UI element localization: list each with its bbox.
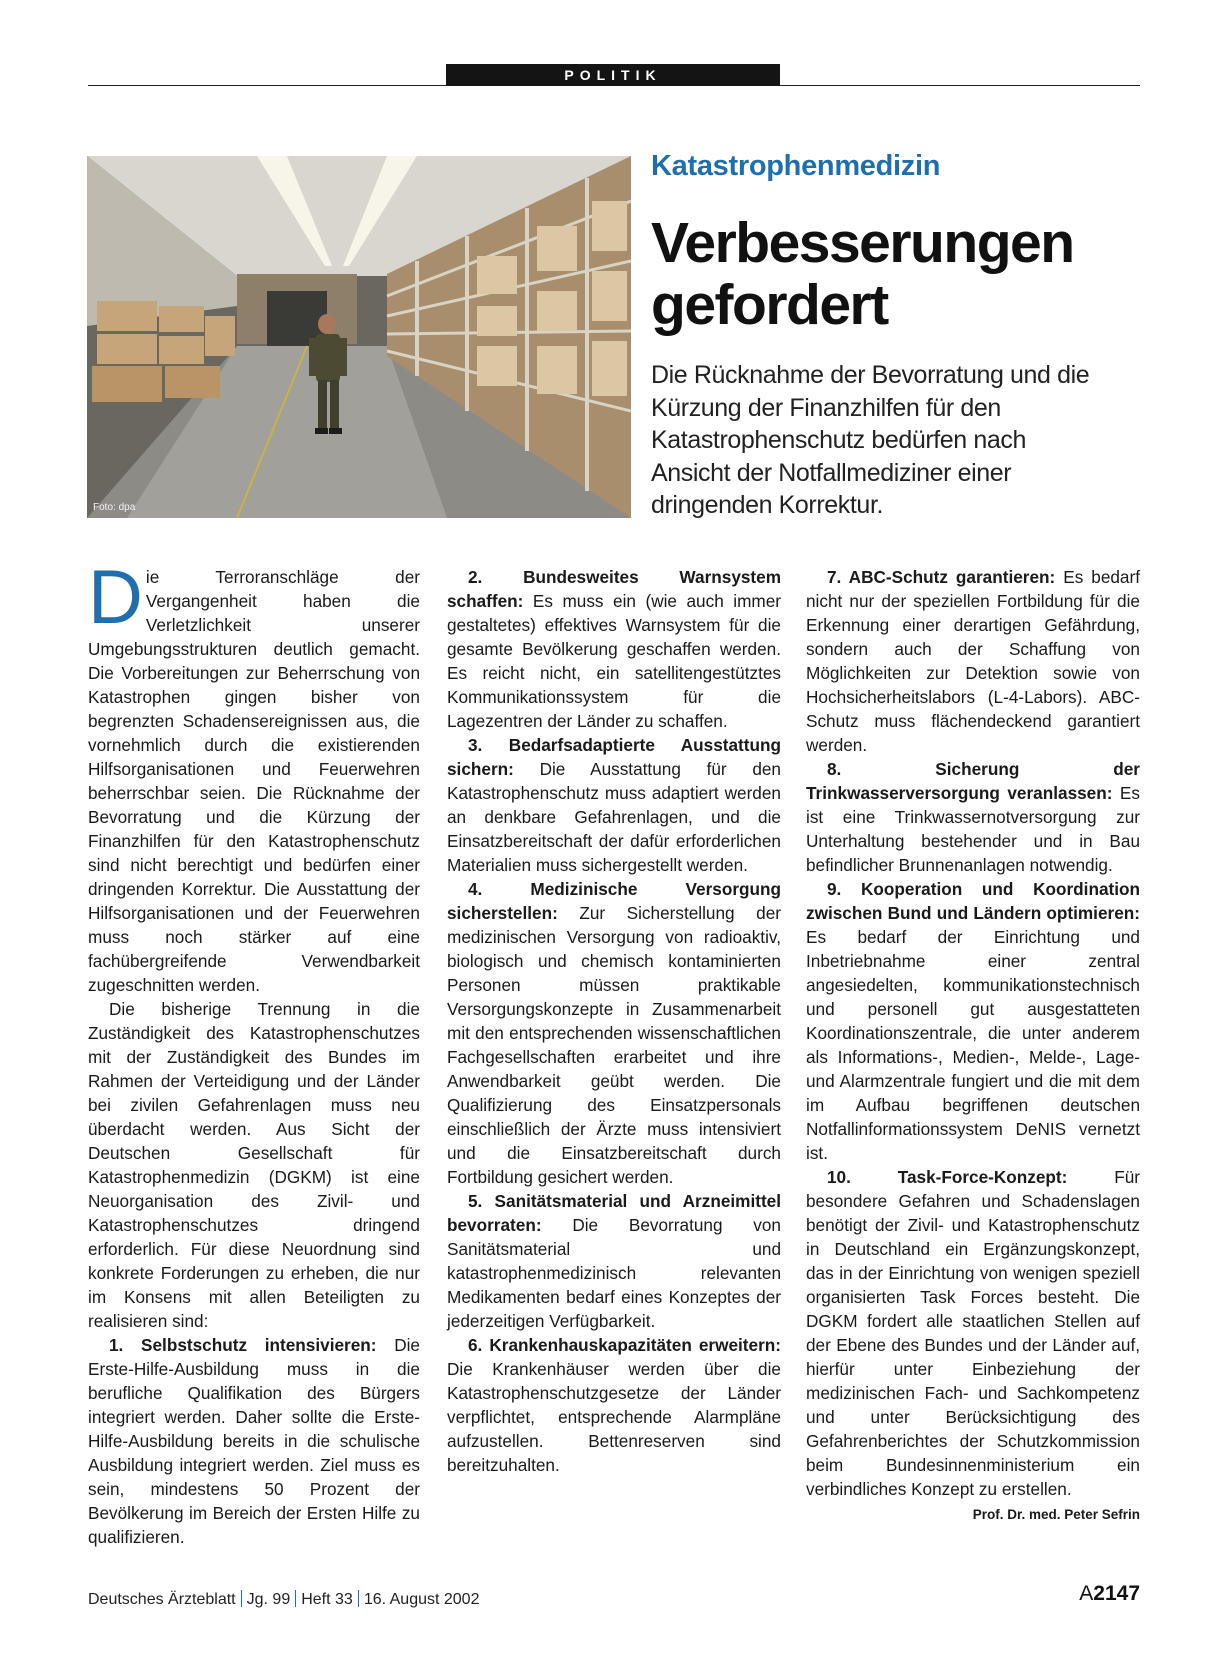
item-heading: 2. Bundesweites Warnsystem schaffen: xyxy=(447,567,781,611)
item-heading: 5. Sanitätsmaterial und Arzneimittel bevorraten: xyxy=(447,1191,781,1235)
paragraph xyxy=(88,1333,420,1549)
headline-line-1: Verbesserungen xyxy=(651,211,1074,275)
item-text: Es bedarf nicht nur der speziellen Fortbildung für die Erkennung einer derartigen Gefährdung, sondern auch der Schaffung von Möglichkeiten zur Detektion sowie von Hochsicherheitslabors (L-4-Labors). ABC-Schutz muss flächendeckend garantiert werden. xyxy=(806,567,1140,755)
photo-credit: Foto: dpa xyxy=(93,502,136,513)
divider xyxy=(358,1590,359,1607)
text-column-1 xyxy=(88,555,420,1549)
article-lead: Die Rücknahme der Bevorratung und die Kürzung der Finanzhilfen für den Katastrophenschutz bedürfen nach Ansicht der Notfallmediziner einer dringenden Korrektur. xyxy=(651,361,1090,519)
item-heading: 7. ABC-Schutz garantieren: xyxy=(827,567,1056,587)
headline-line-2: gefordert xyxy=(651,273,888,337)
item-text: Für besondere Gefahren und Schadenslagen benötigt der Zivil- und Katastrophenschutz in Deutschland ein Ergänzungskonzept, das in der Einrichtung von wenigen speziell organisierten Task Forces besteht. Die DGKM fordert alle staatlichen Stellen auf der Ebene des Bundes und der Länder auf, hierfür unter Einbeziehung der medizinischen Fach- und Sachkompetenz und unter Berücksichtigung des Gefahrenberichtes der Schutzkommission beim Bundesinnenministerium ein verbindliches Konzept zu erstellen. xyxy=(806,1167,1141,1499)
divider xyxy=(241,1590,242,1607)
paragraph xyxy=(806,565,1140,757)
item-heading: 9. Kooperation und Koordination zwischen Bund und Ländern optimieren: xyxy=(806,879,1140,923)
item-heading: 4. Medizinische Versorgung sicherstellen: xyxy=(447,879,781,923)
journal-name: Deutsches Ärzteblatt xyxy=(88,1591,236,1608)
paragraph xyxy=(447,565,781,733)
drop-cap: D xyxy=(88,555,143,640)
item-text: Es ist eine Trinkwassernotversorgung zur Unterhaltung bestehender und in Bau befindlicher Brunnenanlagen notwendig. xyxy=(806,783,1140,875)
text-column-3 xyxy=(806,565,1140,1527)
footer-citation xyxy=(88,1590,479,1609)
paragraph xyxy=(806,757,1140,877)
item-heading: 6. Krankenhauskapazitäten erweitern: xyxy=(468,1335,781,1355)
page-number-value: 2147 xyxy=(1093,1582,1140,1605)
section-label: POLITIK xyxy=(446,64,780,86)
text-column-2 xyxy=(447,565,781,1477)
paragraph xyxy=(88,555,420,997)
item-text: Die Erste-Hilfe-Ausbildung muss in die berufliche Qualifikation des Bürgers integriert werden. Daher sollte die Erste-Hilfe-Ausbildung bereits in die schulische Ausbildung integriert werden. Ziel muss es sein, mindestens 50 Prozent der Bevölkerung im Bereich der Ersten Hilfe zu qualifizieren. xyxy=(88,1335,420,1547)
item-text: Die Ausstattung für den Katastrophenschutz muss adaptiert werden an denkbare Gefahrenlagen, und die Einsatzbereitschaft der dafür erforderlichen Materialien muss sichergestellt werden. xyxy=(447,759,781,875)
item-text: Zur Sicherstellung der medizinischen Versorgung von radioaktiv, biologisch und chemisch kontaminierten Personen müssen praktikable Versorgungskonzepte in Zusammenarbeit mit den entsprechenden wissenschaftlichen Fachgesellschaften erarbeitet und ihre Anwendbarkeit geübt werden. Die Qualifizierung des Einsatzpersonals einschließlich der Ärzte muss intensiviert und die Einsatzbereitschaft durch Fortbildung gesichert werden. xyxy=(447,903,781,1187)
paragraph xyxy=(447,877,781,1189)
page-prefix: A xyxy=(1079,1582,1094,1605)
item-text: Es muss ein (wie auch immer gestaltetes) effektives Warnsystem für die gesamte Bevölkerung geschaffen werden. Es reicht nicht, ein satellitengestütztes Kommunikationssystem für die Lagezentren der Länder zu schaffen. xyxy=(447,591,781,731)
author-signature: Prof. Dr. med. Peter Sefrin xyxy=(972,1507,1140,1522)
paragraph xyxy=(447,1189,781,1333)
paragraph: Die bisherige Trennung in die Zuständigkeit des Katastrophenschutzes mit der Zuständigkeit des Bundes im Rahmen der Verteidigung und der Länder bei zivilen Gefahrenlagen muss neu überdacht werden. Aus Sicht der Deutschen Gesellschaft für Katastrophenmedizin (DGKM) ist eine Neuorganisation des Zivil- und Katastrophenschutzes dringend erforderlich. Für diese Neuordnung sind konkrete Forderungen zu erheben, die nur im Konsens mit allen Beteiligten zu realisieren sind: xyxy=(88,999,420,1331)
article-kicker: Katastrophenmedizin xyxy=(651,150,941,182)
paragraph xyxy=(447,1333,781,1477)
issue-date: 16. August 2002 xyxy=(363,1591,480,1608)
item-text: Die Krankenhäuser werden über die Katastrophenschutzgesetze der Länder verpflichtet, entsprechende Alarmpläne aufzustellen. Bettenreserven sind bereitzuhalten. xyxy=(447,1359,781,1475)
item-heading: 3. Bedarfsadaptierte Ausstattung sichern: xyxy=(447,735,781,779)
item-text: Es bedarf der Einrichtung und Inbetriebnahme einer zentral angesiedelten, kommunikationstechnisch und personell gut ausgestatteten Koordinationszentrale, die unter anderem als Informations-, Medien-, Melde-, Lage- und Alarmzentrale fungiert und die mit dem im Aufbau begriffenen deutschen Notfallinformationssystem DeNIS vernetzt ist. xyxy=(806,927,1140,1163)
paragraph xyxy=(447,733,781,877)
item-text: Die Bevorratung von Sanitätsmaterial und katastrophenmedizinisch relevanten Medikamenten bedarf eines Konzeptes der jederzeitigen Verfügbarkeit. xyxy=(447,1215,781,1331)
item-heading: 8. Sicherung der Trinkwasserversorgung veranlassen: xyxy=(806,759,1140,803)
volume: Jg. 99 xyxy=(246,1591,291,1608)
divider xyxy=(295,1590,296,1607)
item-heading: 1. Selbstschutz intensivieren: xyxy=(109,1335,377,1355)
item-heading: 10. Task-Force-Konzept: xyxy=(827,1167,1068,1187)
paragraph xyxy=(806,1165,1141,1522)
article-headline xyxy=(651,212,1131,336)
page-number xyxy=(1079,1582,1140,1606)
issue: Heft 33 xyxy=(301,1591,353,1608)
paragraph-text: ie Terroranschläge der Vergangenheit haben die Verletzlichkeit unserer Umgebungsstrukturen deutlich gemacht. Die Vorbereitungen zur Beherrschung von Katastrophen gingen bisher von begrenzten Schadensereignissen aus, die vornehmlich durch die existierenden Hilfsorganisationen und Feuerwehren beherrschbar seien. Die Rücknahme der Bevorratung und die Kürzung der Finanzhilfen für den Katastrophenschutz sind nicht berechtigt und bedürfen einer dringenden Korrektur. Die Ausstattung der Hilfsorganisationen und der Feuerwehren muss noch stärker auf eine fachübergreifende Verwendbarkeit zugeschnitten werden. xyxy=(88,567,420,995)
article-photo xyxy=(87,156,631,518)
paragraph xyxy=(806,877,1140,1165)
